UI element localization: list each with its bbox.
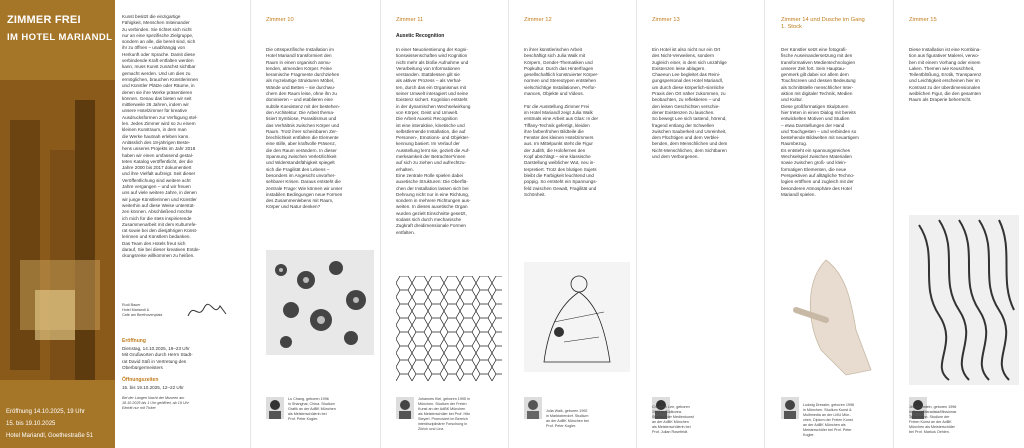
- artist-caption: Ludwig Dressler, geboren 1996 in München. Studium Kunst & Multimedia an der LMU Mün- chen, Diplom der Freien Kunst an der AdBK München als Meisterschüler bei Prof. Peter Kogler.: [803, 403, 855, 437]
- room-text: In einer Neuorientierung der Kogni- tionswissenschaften wird Kognition nicht mehr als bloße Aufnahme und Verarbeitung von Informationen verstanden. Stattdessen gilt sie als aktiver Prozess – als Verhal- ten, durch das ein Organismus mit seiner Umwelt interagiert und seine Existenz sichert. Kognition entsteht in der dynamischen Wechselwirkung von Körper, Geist und Umwelt. Die Arbeit Auxetic Recognition ist eine interaktive, kinetische und selbstlernende Installation, die auf Personen-, Emotions- und Objekter- kennung basiert. Im Verlauf der Ausstellung lernt sie, gezielt die Auf- merksamkeit der Betrachter*innen auf sich zu ziehen und aufrechtzu- erhalten. Eine zentrale Rolle spielen dabei auxetische Strukturen: Die Oberflä- chen der Installation lassen sich bei Dehnung nicht nur in eine Richtung, sondern in mehrere Richtungen aus- weiten. In dieses auxetische Organ wurden gezielt Einschnitte gesetzt, sodass sich durch mechanische Zugkraft dreidimensionale Formen entfalten.: [396, 47, 471, 235]
- artwork-image: [266, 250, 374, 355]
- room-text: In ihrer künstlerischen Arbeit beschäftigt sich Julia Walk mit Körpern, Gender-Thematiken und Popkultur. Durch das Hinterfragen gesellschaftlich konstruierter Körper- normen und Stereotypen entstehen vielschichtige Installationen, Perfor- mances, Objekte und Videos. Für die Ausstellung Zimmer Frei im Hotel Mariandl zeigt Julia Walk erstmals eine Arbeit aus Glas: In der Tiffany-Technik gefertigt, kleiden ihre farbenfrohen Bildteile die Fenster des kleinen Hotelzimmers aus. Im Mittelpunkt steht die Figur der Judith, die Holofernes den Kopf abschlägt – eine klassische Darstellung weiblicher Wut, neu in- terpretiert. Trotz des blutigen Sujets bleibt die Farbigkeit leuchtend und poppig. So entsteht ein Spannungs- feld zwischen Gewalt, Fragilität und Schönheit.: [524, 47, 599, 197]
- room-subtitle: Auxetic Recognition: [396, 33, 445, 39]
- cover-photo: [0, 0, 115, 448]
- intro-column: [122, 0, 242, 448]
- room-title: Zimmer 11: [396, 17, 424, 23]
- hours-heading: Öffnungszeiten: [122, 377, 159, 383]
- room-title: Zimmer 13: [652, 17, 680, 23]
- artist-caption: Chaeeun Lee, geboren 1993 in Südkorea. Studium der Medienkunst an der AdBK München als Meisterschülerin bei Prof. Julian Rosefeldt.: [652, 405, 694, 434]
- cover-dates-line: 15. bis 19.10.2025: [6, 421, 56, 427]
- room-12-column: [524, 0, 632, 448]
- room-text: Ein Hotel ist also nicht nur ein Ort des Nicht-Verweilens, sondern zugleich einer, in dem sich unzählige Existenzen leise ablagern. Chaeeun Lee begleitet das Reini- gungspersonal des Hotel Mariandl, um durch diese körperlich-sinnliche Praxis den Ort näher zukommen, zu beobachten, zu reflektieren – und den leisen Geschichten verschie- dener Existenzen zu lauschen. So bewegt Lee sich tastend, hörend, fragend entlang der Schwellen zwischen Sauberkeit und Unreinheit, dem Flüchtigen und dem Verblei- benden, dem Menschlichen und dem Nicht-Menschlichen, dem Sichtbaren und dem Verborgenen.: [652, 47, 728, 160]
- artwork-image: [909, 215, 1019, 385]
- room-title: Zimmer 10: [266, 17, 294, 23]
- room-15-column: [909, 0, 1019, 448]
- cover-title: ZIMMER FREI: [7, 14, 81, 26]
- intro-text: Kunst besitzt die einzigartige Fähigkeit, Menschen miteinander zu verbinden. Sie richtet sich nicht nur an eine spezifische Zielgruppe, sondern an alle, die bereit sind, sich ihr zu öffnen – unabhängig von Herkunft oder Sprache. Damit diese verbindende Kraft entfalten werden kann, muss Kunst zunächst sichtbar gemacht werden. Und um dies zu ermöglichen, brauchen Künstlerinnen und Künstler Plätze oder Räume, in denen sie ihre Werke präsentieren können. Genau das bieten wir seit mittlerweile 26 Jahren, indem wir unsere Hotelzimmer für kreative Ausdrucksformen zur Verfügung stel- len. Jedes Zimmer wird so zu einem kleinen Kunstraum, in dem man die Werke hautnah erleben kann. Anlässlich des 18-jährigen Beste- hens unseres Projekts im Jahr 2018 haben wir einen umfassend gestal- teten Katalog veröffentlicht, der die Jahre 2000 bis 2017 dokumentiert und ihre Vielfalt aufzeigt. Seit dieser Veröffentlichung sind weitere acht Jahre vergangen – und wir freuen uns auf viele weitere Jahre, in denen wir junge Künstlerinnen und Künstler weiterhin auf diese Weise unterstüt- zen können. Abschließend möchte ich mich für die stets inspirierende Zusammenarbeit mit dem Kulturrefe- rat sowie bei den diesjährigen Künst- lerinnen und Künstlern bedanken. Das Team des Hotels freut sich darauf, Sie bei dieser kreativen Entde- ckungsreise willkommen zu heißen.: [122, 14, 201, 259]
- artwork-image: [396, 276, 502, 381]
- room-text: Diese Installation ist eine Kombina- tion aus figurativer Malerei, verwo- ben mit einem Vorhang oder einem Laken. Themen wie Keuschheit, Teilentblößung, Erotik, Transparenz und Leichtigkeit erscheinen hier im Kontrast zu der überdimensionalen weiblichen Figur, die den gesamten Raum als Draperie beherrscht.: [909, 47, 982, 103]
- hours-text: 15. bis 19.10.2025, 12–22 Uhr: [122, 385, 184, 390]
- cover-panel: [0, 0, 115, 448]
- artist-portrait: [266, 397, 284, 419]
- fold-line: [893, 0, 894, 448]
- room-13-column: [652, 0, 760, 448]
- artist-portrait: [524, 397, 542, 419]
- artist-caption: Jiro Rohmlein, geboren 1996 in Seoul/Maradisia/Missionar. Taiheichinn. Studium der Freien Kunst an der AdBK München als Meisterschüler bei Prof. Markus Oehlen.: [909, 405, 957, 434]
- room-title: Zimmer 12: [524, 17, 552, 23]
- room-text: Die ortsspezifische Installation im Hotel Mariandl transformiert den Raum in einen organisch anmu- tenden, atmenden Körper. Feine keramische Fragmente durchziehen als myzelartige Strukturen Möbel, Wände und Betten – sie durchwu- chern den Raum leise, ohne ihn zu dominieren – und etablieren eine subtile Koexistenz mit der bestehen- den Architektur. Die Arbeit thema- tisiert Symbiose, Parasitismus und das Verhältnis zwischen Körper und Raum. Trotz ihrer scheinbaren Zer- brechlichkeit entfalten die Elemente eine stille, aber kraftvolle Präsenz, die den Raum verändern. In dieser Spannung zwischen Verletzlichkeit und Widerstandsfähigkeit spiegelt sich die Fragilität des Lebens – besonders im Angesicht unvorher- sehbarer Krisen. Daraus entsteht die zentrale Frage: Wie können wir unser instabilen Bedingungen neue Formen des Zusammenlebens mit Raum, Körper und Natur denken?: [266, 47, 343, 210]
- artist-caption: Johannes Kiel, geboren 1995 in München. Studium der Freien Kunst an der AdBK München als Meisterschüler bei Prof. Hito Steyerl. Promoviert im Bereich interdisziplinärer Forschung in Zürich und Linz.: [418, 397, 471, 431]
- fold-line: [508, 0, 509, 448]
- signature-icon: [184, 300, 234, 322]
- artist-portrait: [781, 397, 799, 419]
- hours-note: Bei der Langen Nacht der Museen am 18.10.2025 bis 1 Uhr geöffnet, ab 19 Uhr Eintritt nur mit Ticket: [122, 396, 189, 410]
- opening-heading: Eröffnung: [122, 338, 146, 344]
- artist-portrait: [396, 397, 414, 419]
- room-11-column: [396, 0, 504, 448]
- fold-line: [250, 0, 251, 448]
- artist-caption: Lu Chang, geboren 1996 in Shanghai, China. Studium Grafik an der AdBK München als Meisterschülerin bei Prof. Peter Kogler.: [288, 397, 336, 421]
- room-title: Zimmer 14 und Dusche im Gang 1. Stock: [781, 17, 865, 30]
- room-title: Zimmer 15: [909, 17, 937, 23]
- artwork-image: [776, 250, 876, 380]
- opening-text: Dienstag, 14.10.2025, 19–23 Uhr Mit Grußworten durch Herrn Stadt- rat David Süß in Vertretung des Oberbürgermeisters: [122, 346, 193, 370]
- fold-line: [764, 0, 765, 448]
- room-text: Der Künstler setzt eine fotografi- fische Auseinandersetzung mit den transformativen Medientechnologien unserer Zeit fort. Sein Hauptau- genmerk gilt dabei vor allem dem Touchscreen und dessen Bedeutung als Schnittstelle menschlicher Inter- aktion mit digitaler Technik, Medien und Kultur. Diese großformatigen Skulpturen hier treten in einen Dialog mit bereits entwickelten Motiven und Studien – etwa Darstellungen der Hand und Touchgesten – und verbinden so bestehende Bildwelten mit neuartigem Raumbezug. Es entsteht ein spannungsreiches Wechselspiel zwischen Materialien sowie zwischen groß- und klein- formatigen Elementen, die neue Perspektiven auf alltägliche Techno- logien eröffnen und zugleich mit der besonderen Atmosphäre des Hotel Mariandl spielen.: [781, 47, 859, 197]
- artist-caption: Julia Walk, geboren 1992 in Marktoberdorf. Studium an der AdBK München bei Prof. Peter Kogler.: [546, 409, 589, 428]
- room-10-column: [266, 0, 374, 448]
- room-14-column: [781, 0, 889, 448]
- fold-line: [380, 0, 381, 448]
- signature-name: Rudi Bauer Hotel Mariandl & Café am Beethovenplatz: [122, 303, 163, 317]
- cover-subtitle: IM HOTEL MARIANDL: [7, 32, 113, 43]
- fold-line: [636, 0, 637, 448]
- cover-opening-line: Eröffnung 14.10.2025, 19 Uhr: [6, 409, 85, 415]
- cover-address-line: Hotel Mariandl, Goethestraße 51: [6, 433, 94, 439]
- artwork-image: [524, 262, 630, 372]
